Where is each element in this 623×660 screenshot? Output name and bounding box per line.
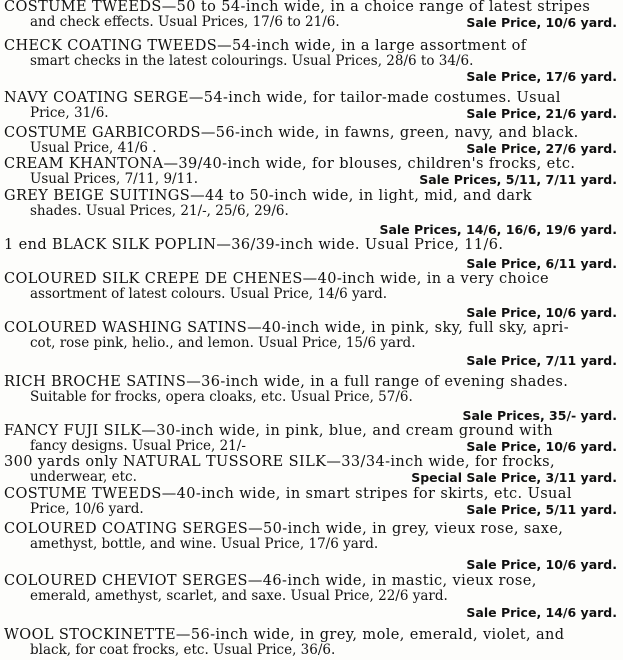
item-description: smart checks in the latest colourings. Usual Prices, 28/6 to 34/6. (30, 54, 474, 69)
item-heading: WOOL STOCKINETTE—56-inch wide, in grey, mole, emerald, violet, and (4, 628, 565, 643)
item-heading: FANCY FUJI SILK—30-inch wide, in pink, blue, and cream ground with (4, 424, 553, 439)
list-item (4, 272, 617, 320)
item-heading: RICH BROCHE SATINS—36-inch wide, in a full range of evening shades. (4, 375, 569, 390)
list-item (4, 238, 617, 271)
sale-price: Sale Price, 10/6 yard. (466, 439, 617, 454)
item-description: cot, rose pink, helio., and lemon. Usual Price, 15/6 yard. (30, 336, 416, 351)
item-description: underwear, etc. (30, 470, 137, 485)
sale-price: Sale Price, 6/11 yard. (466, 256, 617, 271)
item-description: shades. Usual Prices, 21/-, 25/6, 29/6. (30, 204, 289, 219)
item-heading: CREAM KHANTONA—39/40-inch wide, for blouses, children's frocks, etc. (4, 157, 576, 172)
list-item (4, 455, 617, 485)
sale-price: Sale Price, 17/6 yard. (466, 69, 617, 84)
item-description: fancy designs. Usual Price, 21/- (30, 439, 246, 454)
item-heading: NAVY COATING SERGE—54-inch wide, for tailor-made costumes. Usual (4, 91, 561, 106)
item-description: Usual Price, 41/6 . (30, 141, 157, 156)
list-item (4, 487, 617, 517)
list-item (4, 424, 617, 454)
sale-price: Sale Price, 5/11 yard. (466, 502, 617, 517)
list-item (4, 39, 617, 84)
list-item (4, 574, 617, 620)
item-description: Usual Prices, 7/11, 9/11. (30, 172, 199, 187)
item-description: assortment of latest colours. Usual Price, 14/6 yard. (30, 287, 388, 302)
item-description: black, for coat frocks, etc. Usual Price, 36/6. (30, 643, 336, 658)
item-heading: COLOURED CHEVIOT SERGES—46-inch wide, in mastic, vieux rose, (4, 574, 537, 589)
item-heading: COLOURED SILK CREPE DE CHENES—40-inch wide, in a very choice (4, 272, 549, 287)
sale-price: Special Sale Price, 3/11 yard. (411, 470, 617, 485)
sale-price: Sale Price, 27/6 yard. (466, 141, 617, 156)
item-description: Suitable for frocks, opera cloaks, etc. Usual Price, 57/6. (30, 390, 413, 405)
list-item (4, 157, 617, 187)
sale-price: Sale Prices, 14/6, 16/6, 19/6 yard. (379, 222, 617, 237)
sale-price: Sale Price, 10/6 yard. (466, 305, 617, 320)
item-heading: 300 yards only NATURAL TUSSORE SILK—33/34-inch wide, for frocks, (4, 455, 555, 470)
list-item (4, 628, 617, 658)
list-item (4, 126, 617, 156)
item-description: amethyst, bottle, and wine. Usual Price, 17/6 yard. (30, 537, 379, 552)
item-heading: CHECK COATING TWEEDS—54-inch wide, in a large assortment of (4, 39, 527, 54)
sale-price: Sale Price, 7/11 yard. (466, 353, 617, 368)
sale-price: Sale Prices, 35/- yard. (462, 408, 617, 423)
list-item (4, 321, 617, 368)
sale-price: Sale Price, 10/6 yard. (466, 15, 617, 30)
list-item (4, 375, 617, 423)
sale-price: Sale Price, 14/6 yard. (466, 605, 617, 620)
item-description: emerald, amethyst, scarlet, and saxe. Usual Price, 22/6 yard. (30, 589, 448, 604)
item-heading: GREY BEIGE SUITINGS—44 to 50-inch wide, in light, mid, and dark (4, 189, 532, 204)
item-heading: COSTUME TWEEDS—40-inch wide, in smart stripes for skirts, etc. Usual (4, 487, 572, 502)
item-description: and check effects. Usual Prices, 17/6 to 21/6. (30, 15, 340, 30)
item-heading: COSTUME TWEEDS—50 to 54-inch wide, in a choice range of latest stripes (4, 0, 591, 15)
list-item (4, 522, 617, 572)
item-description: Price, 31/6. (30, 106, 109, 121)
item-heading: COSTUME GARBICORDS—56-inch wide, in fawns, green, navy, and black. (4, 126, 579, 141)
sale-price: Sale Price, 10/6 yard. (466, 557, 617, 572)
list-item (4, 0, 617, 30)
item-heading: COLOURED COATING SERGES—50-inch wide, in grey, vieux rose, saxe, (4, 522, 564, 537)
list-item (4, 189, 617, 237)
sale-price: Sale Price, 21/6 yard. (466, 106, 617, 121)
item-heading: 1 end BLACK SILK POPLIN—36/39-inch wide. Usual Price, 11/6. (4, 238, 504, 253)
sale-price: Sale Prices, 5/11, 7/11 yard. (419, 172, 617, 187)
item-description: Price, 10/6 yard. (30, 502, 144, 517)
item-heading: COLOURED WASHING SATINS—40-inch wide, in pink, sky, full sky, apri- (4, 321, 570, 336)
list-item (4, 91, 617, 121)
